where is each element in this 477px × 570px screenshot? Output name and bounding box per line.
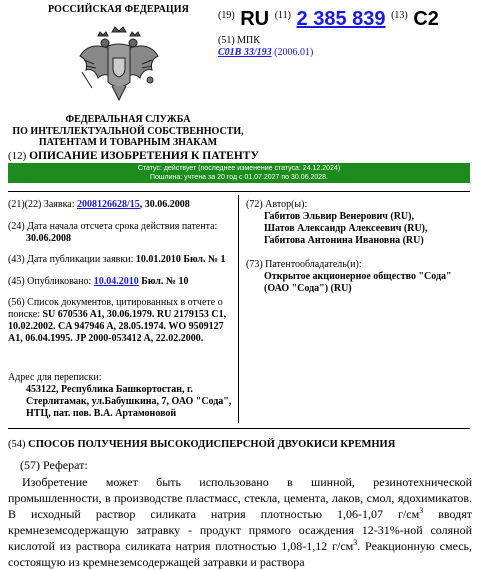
holder-field [246,259,470,295]
abstract-part: . Реакционную смесь, состоящую из кремнеземсодержащей затравки и раствора [8,539,473,569]
invention-title-text: СПОСОБ ПОЛУЧЕНИЯ ВЫСОКОДИСПЕРСНОЙ ДВУОКИСИ КРЕМНИЯ [28,439,396,450]
application-label: (21)(22) Заявка: [8,199,75,210]
term-start-date: 30.06.2008 [26,233,71,244]
cited-docs-field [8,297,236,345]
patent-header-number [218,8,439,31]
agency-name [0,114,256,149]
app-publication-value: 10.01.2010 Бюл. № 1 [135,254,226,265]
publication-bulletin: Бюл. № 10 [141,276,189,287]
abstract-label: (57) Реферат: [20,458,88,472]
ipc-class-link[interactable]: C01B 33/193 [218,46,272,58]
agency-line: ФЕДЕРАЛЬНАЯ СЛУЖБА [65,114,191,125]
authors-field [246,199,472,247]
agency-line: ПАТЕНТАМ И ТОВАРНЫМ ЗНАКАМ [38,137,218,148]
doc-title-text: ОПИСАНИЕ ИЗОБРЕТЕНИЯ К ПАТЕНТУ [29,150,259,162]
app-publication-field [8,254,240,266]
code-12: (12) [8,150,27,162]
code-19: (19) [218,10,235,21]
column-divider [238,195,239,423]
country-name: РОССИЙСКАЯ ФЕДЕРАЦИЯ [48,4,190,15]
code-13: (13) [391,10,408,21]
author-name: Шатов Александр Алексеевич (RU), [264,223,428,234]
code-54: (54) [8,439,26,450]
ipc-label: (51) МПК [218,35,260,46]
agency-line: ПО ИНТЕЛЛЕКТУАЛЬНОЙ СОБСТВЕННОСТИ, [12,125,244,137]
code-11: (11) [274,10,291,21]
app-publication-label: (43) Дата публикации заявки: [8,254,134,265]
status-bar [8,163,470,183]
cited-docs-label: (56) Список документов, цитированных в отчете о поиске: [8,297,223,320]
fee-text: Пошлина: учтена за 20 год с 01.07.2027 по 30.06.2028. [149,174,329,181]
divider [8,191,470,192]
status-text: Статус: действует (последнее изменение статуса: 24.12.2024) [137,165,341,172]
address-label: Адрес для переписки: [8,372,102,383]
author-name: Габитов Эльвир Венерович (RU), [264,211,414,222]
publication-date-link[interactable]: 10.04.2010 [93,276,139,287]
holder-label: (73) Патентообладатель(и): [246,259,362,270]
abstract-part: Изобретение может быть использовано в шинной, резинотехнической промышленности, в производстве пластмасс, стекла, цемента, лаков, смол, ядохимикатов. В исходный раствор силиката натрия плотностью 1,06-1,07 г/см [8,475,472,521]
document-title [8,150,259,162]
ipc-block [218,35,313,58]
ipc-year: (2006.01) [274,46,314,58]
term-start-field [8,221,234,245]
abstract-text [8,474,472,570]
publication-label: (45) Опубликовано: [8,276,92,287]
abstract-part: вводят кремнеземсодержащую затравку - продукт прямого осаждения 12-31%-ной соляной кислотой из раствора силиката натрия плотностью 1,08-1,12 г/см [8,507,472,553]
invention-title [8,439,395,450]
publication-field [8,276,234,288]
application-field [8,199,234,211]
holder-value: Открытое акционерное общество "Сода" (ОАО "Сода") (RU) [264,271,452,294]
author-name: Габитова Антонина Ивановна (RU) [264,235,424,246]
patent-kind: C2 [413,8,439,30]
cited-docs-value: SU 670536 A1, 30.06.1979. RU 2179153 C1, 10.02.2002. CA 947946 A, 28.05.1974. WO 9509127 A1, 06.04.1995. JP 2000-053412 A, 22.02.2000. [8,309,227,344]
address-field [8,372,236,420]
address-value: 453122, Республика Башкортостан, г. Стерлитамак, ул.Бабушкина, 7, ОАО "Сода", НТЦ, пат. пов. В.А. Артамоновой [26,384,232,419]
superscript: 3 [353,538,358,547]
country-code: RU [240,8,270,30]
coat-of-arms-icon [68,22,170,110]
application-date: , 30.06.2008 [139,199,190,210]
superscript: 3 [419,506,424,515]
authors-label: (72) Автор(ы): [246,199,308,210]
divider [8,428,470,429]
patent-number-link[interactable]: 2 385 839 [296,8,386,30]
term-start-label: (24) Дата начала отсчета срока действия патента: [8,221,218,232]
application-number-link[interactable]: 2008126628/15 [77,199,140,210]
